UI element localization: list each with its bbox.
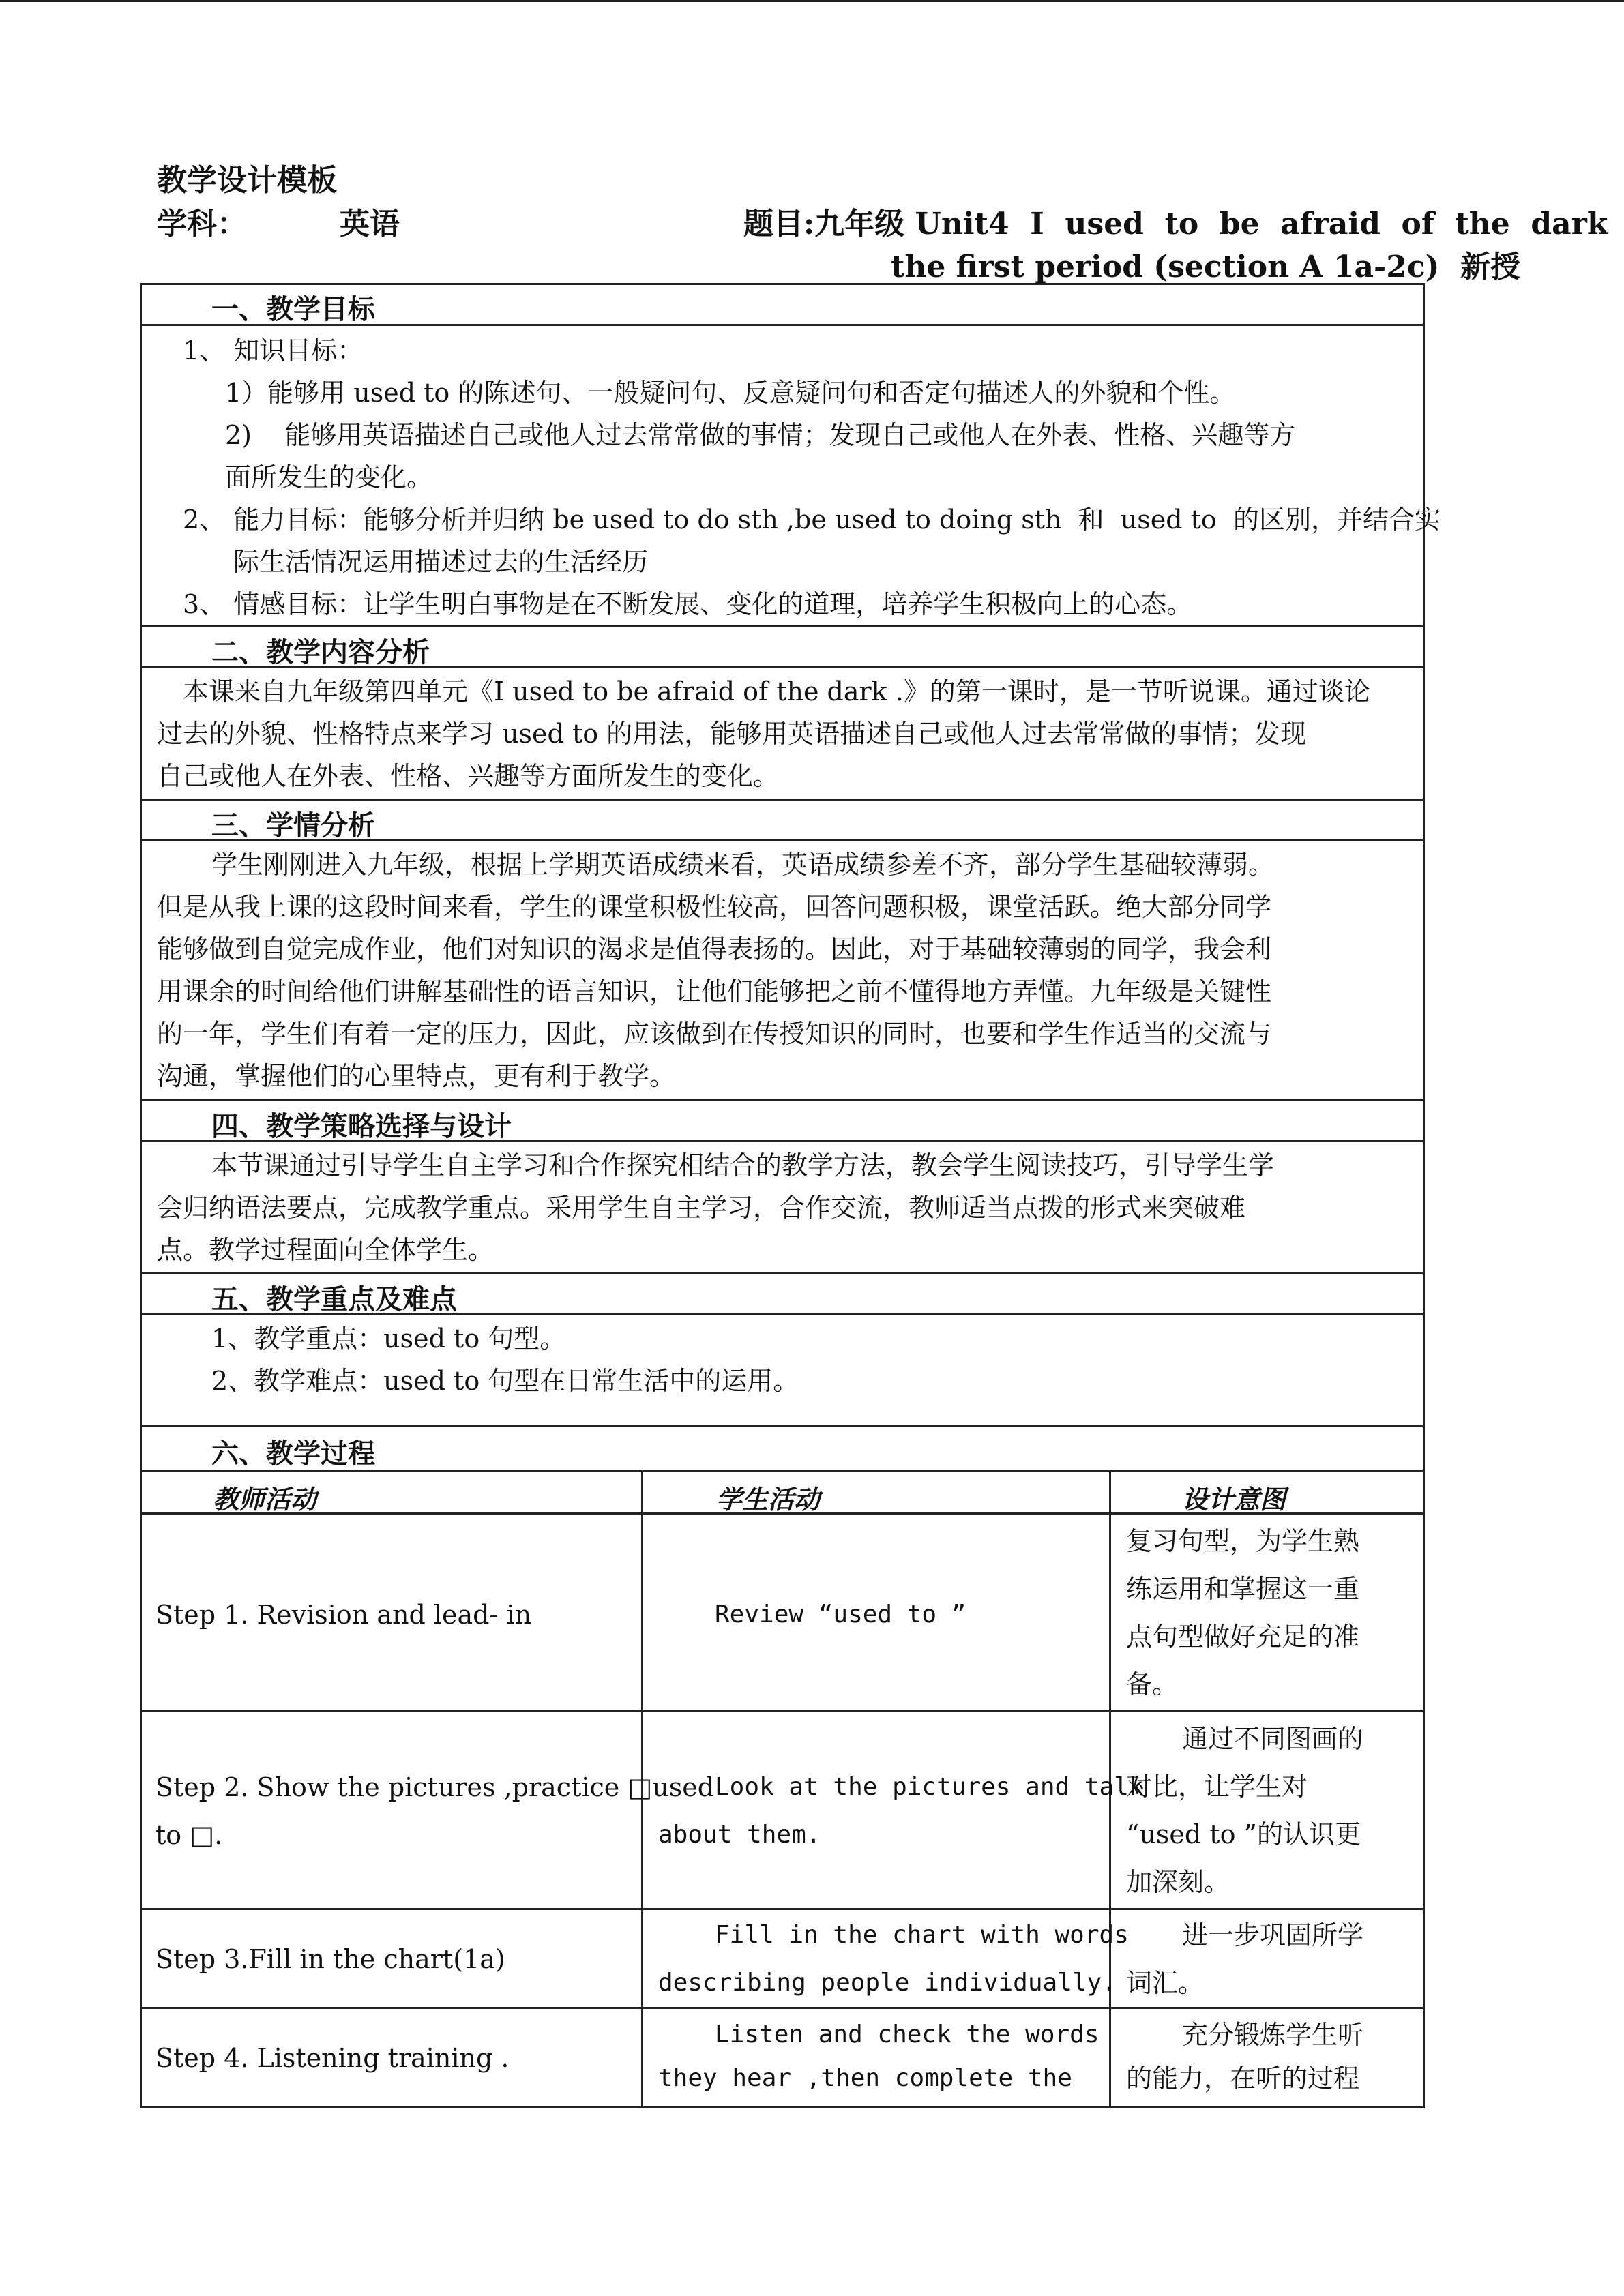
paragraph-line: 的一年，学生们有着一定的压力，因此，应该做到在传授知识的同时，也要和学生作适当的交流与 <box>157 1019 1272 1049</box>
divider <box>140 1710 1425 1712</box>
design-intent-line: 进一步巩固所学 <box>1182 1920 1364 1950</box>
design-intent-line: 练运用和掌握这一重 <box>1126 1574 1360 1604</box>
objective-line: 际生活情况运用描述过去的生活经历 <box>233 547 649 577</box>
column-header-teacher: 教师活动 <box>213 1484 317 1515</box>
design-intent-line: 对比，让学生对 <box>1126 1772 1308 1802</box>
column-header-student: 学生活动 <box>716 1484 821 1515</box>
design-intent-line: 备。 <box>1126 1669 1179 1699</box>
divider <box>140 1425 1425 1427</box>
paragraph-line: 能够做到自觉完成作业，他们对知识的渴求是值得表扬的。因此，对于基础较薄弱的同学，我会利 <box>157 934 1272 964</box>
student-activity: Fill in the chart with words <box>715 1921 1129 1949</box>
paragraph-line: 本课来自九年级第四单元《I used to be afraid of the dark .》的第一课时，是一节听说课。通过谈论 <box>183 676 1370 706</box>
objective-line: 2、 能力目标：能够分析并归纳 be used to do sth ,be used to doing sth 和 used to 的区别，并结合实 <box>183 505 1441 535</box>
paragraph-line: 沟通，掌握他们的心里特点，更有利于教学。 <box>157 1061 676 1091</box>
paragraph-line: 但是从我上课的这段时间来看，学生的课堂积极性较高，回答问题积极，课堂活跃。绝大部分同学 <box>157 892 1272 922</box>
student-activity: Listen and check the words <box>715 2021 1099 2048</box>
paragraph-line: 学生刚刚进入九年级，根据上学期英语成绩来看，英语成绩参差不齐，部分学生基础较薄弱。 <box>211 850 1275 880</box>
divider <box>140 1272 1425 1274</box>
section-title-strategy: 四、教学策略选择与设计 <box>211 1110 512 1142</box>
design-intent-line: 词汇。 <box>1126 1968 1205 1998</box>
design-intent-line: 点句型做好充足的准 <box>1126 1622 1360 1652</box>
teacher-activity: Step 3.Fill in the chart(1a) <box>156 1944 505 1974</box>
section-title-content-analysis: 二、教学内容分析 <box>211 636 430 668</box>
paragraph-line: 过去的外貌、性格特点来学习 used to 的用法，能够用英语描述自己或他人过去常常做的事情；发现 <box>157 719 1307 749</box>
section-title-objectives: 一、教学目标 <box>211 293 375 325</box>
paragraph-line: 点。教学过程面向全体学生。 <box>157 1235 494 1265</box>
student-activity: Review “used to ” <box>715 1600 966 1628</box>
divider <box>140 1908 1425 1910</box>
section-title-process: 六、教学过程 <box>211 1437 375 1470</box>
teacher-activity: to □. <box>156 1820 223 1850</box>
objective-line: 1、 知识目标： <box>183 336 364 366</box>
paragraph-line: 本节课通过引导学生自主学习和合作探究相结合的教学方法，教会学生阅读技巧，引导学生学 <box>211 1150 1275 1180</box>
design-intent-line: 复习句型，为学生熟 <box>1126 1526 1360 1556</box>
design-intent-line: 加深刻。 <box>1126 1867 1230 1897</box>
topic-line-2: the first period (section A 1a-2c) 新授 <box>891 250 1521 284</box>
subject-value: 英语 <box>340 207 400 241</box>
design-intent-line: 充分锻炼学生听 <box>1182 2020 1364 2050</box>
objective-line: 2) 能够用英语描述自己或他人过去常常做的事情；发现自己或他人在外表、性格、兴趣等方 <box>225 420 1296 450</box>
objective-line: 3、 情感目标：让学生明白事物是在不断发展、变化的道理，培养学生积极向上的心态。 <box>183 589 1193 619</box>
paragraph-line: 会归纳语法要点，完成教学重点。采用学生自主学习，合作交流，教师适当点拨的形式来突破难 <box>157 1193 1246 1223</box>
student-activity: about them. <box>658 1821 821 1849</box>
divider <box>140 1099 1425 1101</box>
key-point-line: 1、教学重点：used to 句型。 <box>211 1324 566 1354</box>
topic-line-1: 题目:九年级 Unit4 I used to be afraid of the dark <box>743 207 1608 241</box>
paragraph-line: 用课余的时间给他们讲解基础性的语言知识，让他们能够把之前不懂得地方弄懂。九年级是关键性 <box>157 976 1272 1007</box>
column-header-intent: 设计意图 <box>1182 1484 1286 1515</box>
divider <box>140 625 1425 627</box>
template-title: 教学设计模板 <box>157 163 337 198</box>
page-top-border <box>0 0 1624 2</box>
section-title-key-points: 五、教学重点及难点 <box>211 1283 457 1315</box>
divider <box>140 799 1425 801</box>
teacher-activity: Step 4. Listening training . <box>156 2043 510 2073</box>
teacher-activity: Step 1. Revision and lead- in <box>156 1600 532 1630</box>
objective-line: 1）能够用 used to 的陈述句、一般疑问句、反意疑问句和否定句描述人的外貌和个性。 <box>225 378 1236 408</box>
design-intent-line: “used to ”的认识更 <box>1126 1819 1361 1849</box>
divider <box>140 2007 1425 2009</box>
objective-line: 面所发生的变化。 <box>225 462 433 492</box>
design-intent-line: 的能力，在听的过程 <box>1126 2063 1360 2093</box>
key-point-line: 2、教学难点：used to 句型在日常生活中的运用。 <box>211 1366 799 1396</box>
subject-label: 学科： <box>157 207 247 241</box>
student-activity: describing people individually. <box>658 1969 1117 1997</box>
teacher-activity: Step 2. Show the pictures ,practice □used <box>156 1772 715 1802</box>
student-activity: they hear ,then complete the <box>658 2064 1072 2092</box>
paragraph-line: 自己或他人在外表、性格、兴趣等方面所发生的变化。 <box>157 761 780 791</box>
design-intent-line: 通过不同图画的 <box>1182 1724 1364 1754</box>
section-title-learner-analysis: 三、学情分析 <box>211 809 375 841</box>
student-activity: Look at the pictures and talk <box>715 1773 1144 1801</box>
